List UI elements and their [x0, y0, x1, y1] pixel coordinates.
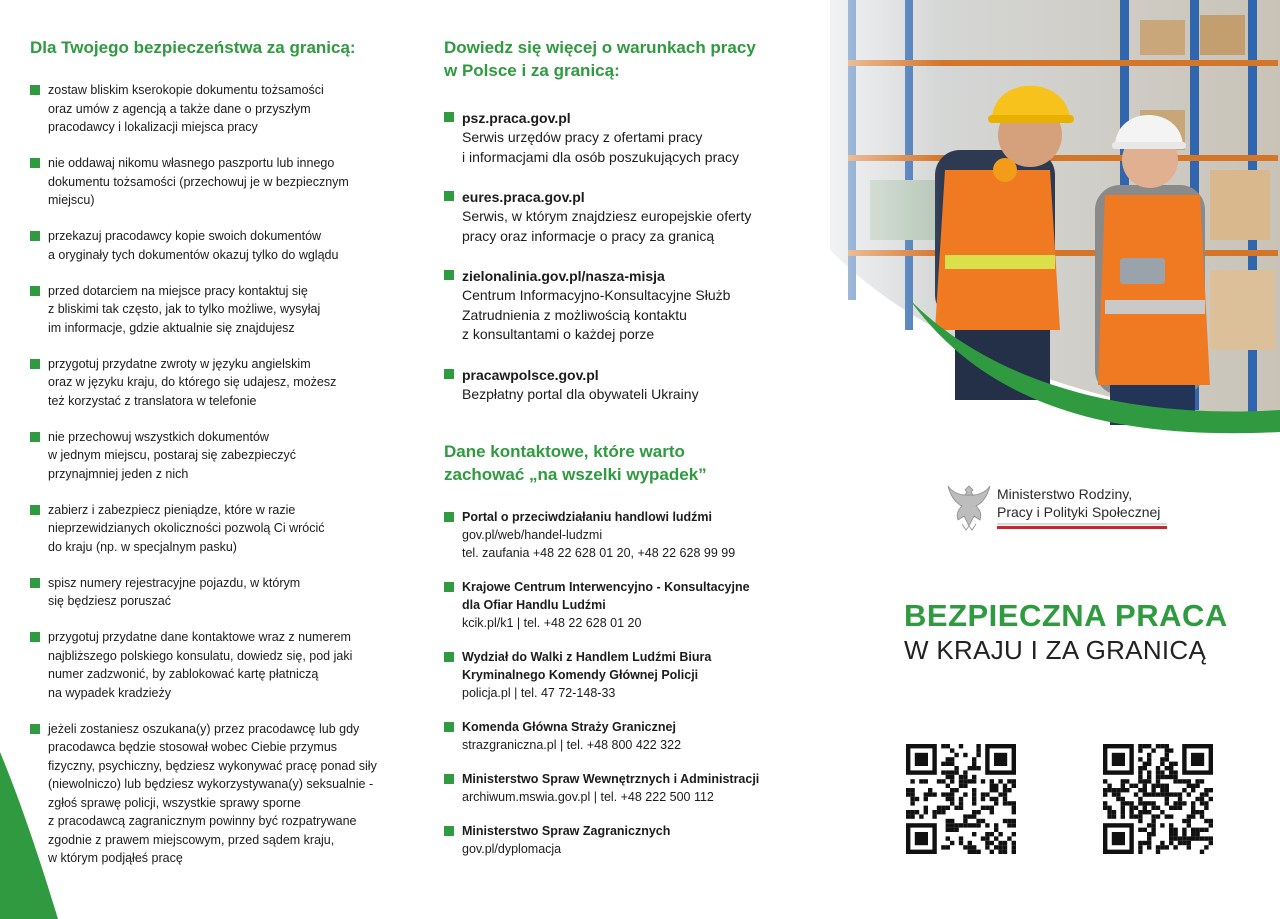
contact-name: Portal o przeciwdziałaniu handlowi ludźmi	[462, 510, 713, 524]
safety-tip-text: przygotuj przydatne dane kontaktowe wraz z numerem najbliższego polskiego konsulatu, dowiedz się, pod jaki numer zadzwonić, by zablokować kartę płatniczą na wypadek kradzieży	[48, 630, 353, 700]
safety-tip-text: przygotuj przydatne zwroty w języku angielskim oraz w języku kraju, do którego się udajesz, możesz też korzystać z translatora w telefonie	[48, 356, 337, 408]
contact-detail: gov.pl/web/handel-ludzmi tel. zaufania +48 22 628 01 20, +48 22 628 99 99	[462, 528, 736, 560]
info-link-description: Bezpłatny portal dla obywateli Ukrainy	[462, 385, 699, 402]
green-square-bullet-icon	[30, 359, 40, 369]
contact-item	[444, 578, 864, 632]
contact-name: Wydział do Walki z Handlem Ludźmi Biura Kryminalnego Komendy Głównej Policji	[462, 650, 712, 682]
green-square-bullet-icon	[444, 722, 454, 732]
green-square-bullet-icon	[444, 112, 454, 122]
green-square-bullet-icon	[444, 270, 454, 280]
main-title: BEZPIECZNA PRACA	[904, 598, 1228, 633]
safety-tip-text: nie przechowuj wszystkich dokumentów w jednym miejscu, postaraj się zabezpieczyć przynajmniej jeden z nich	[48, 429, 297, 481]
green-square-bullet-icon	[30, 505, 40, 515]
sub-title: W KRAJU I ZA GRANICĄ	[904, 635, 1207, 665]
contacts-heading: Dane kontaktowe, które warto zachować „na wszelki wypadek”	[444, 442, 707, 484]
brochure-title	[904, 598, 1244, 666]
safety-tip-text: nie oddawaj nikomu własnego paszportu lub innego dokumentu tożsamości (przechowuj je w bezpiecznym miejscu)	[48, 156, 349, 207]
safety-tip	[30, 720, 410, 868]
info-link-url[interactable]: eures.praca.gov.pl	[462, 189, 585, 205]
contact-name: Komenda Główna Straży Granicznej	[462, 720, 676, 734]
safety-tip	[30, 574, 410, 611]
contact-name: Ministerstwo Spraw Zagranicznych	[462, 824, 671, 838]
green-square-bullet-icon	[444, 191, 454, 201]
contact-name: Krajowe Centrum Interwencyjno - Konsultacyjne dla Ofiar Handlu Ludźmi	[462, 580, 750, 612]
green-square-bullet-icon	[30, 578, 40, 588]
contact-detail: gov.pl/dyplomacja	[462, 842, 562, 856]
safety-tip-text: przekazuj pracodawcy kopie swoich dokumentów a oryginały tych dokumentów okazuj tylko do wglądu	[48, 229, 339, 262]
ministry-name: Ministerstwo Rodziny, Pracy i Polityki Społecznej	[997, 486, 1161, 520]
polish-eagle-emblem-icon	[946, 480, 992, 532]
safety-tip-text: przed dotarciem na miejsce pracy kontaktuj się z bliskimi tak często, jak to tylko możliwe, wysyłaj im informacje, gdzie aktualnie się znajdujesz	[48, 283, 321, 335]
contact-item	[444, 770, 864, 806]
green-square-bullet-icon	[30, 432, 40, 442]
info-links-list	[444, 108, 844, 404]
info-section	[444, 36, 844, 424]
contact-detail: policja.pl | tel. 47 72-148-33	[462, 686, 616, 700]
info-link-description: Centrum Informacyjno-Konsultacyjne Służb Zatrudnienia z możliwością kontaktu z konsultantami o każdej porze	[462, 287, 731, 342]
green-square-bullet-icon	[444, 652, 454, 662]
contact-item	[444, 508, 864, 562]
qr-code-icon[interactable]	[906, 744, 1016, 854]
info-link-item	[444, 108, 844, 167]
green-square-bullet-icon	[30, 231, 40, 241]
contact-name: Ministerstwo Spraw Wewnętrznych i Administracji	[462, 772, 760, 786]
ministry-divider-red	[997, 526, 1167, 529]
safety-tips-list	[30, 81, 410, 868]
safety-tip	[30, 81, 410, 137]
info-link-item	[444, 365, 844, 405]
contact-item	[444, 648, 864, 702]
green-square-bullet-icon	[30, 286, 40, 296]
safety-tip	[30, 282, 410, 338]
green-square-bullet-icon	[444, 582, 454, 592]
green-square-bullet-icon	[444, 826, 454, 836]
info-link-description: Serwis urzędów pracy z ofertami pracy i informacjami dla osób poszukujących pracy	[462, 129, 740, 165]
green-square-bullet-icon	[444, 774, 454, 784]
info-heading: Dowiedz się więcej o warunkach pracy w Polsce i za granicą:	[444, 38, 756, 80]
safety-tip	[30, 628, 410, 702]
green-square-bullet-icon	[444, 369, 454, 379]
contact-detail: archiwum.mswia.gov.pl | tel. +48 222 500 112	[462, 790, 714, 804]
safety-tips-section	[30, 36, 410, 885]
contact-detail: strazgraniczna.pl | tel. +48 800 422 322	[462, 738, 682, 752]
safety-tip-text: jeżeli zostaniesz oszukana(y) przez pracodawcę lub gdy pracodawca będzie stosował wobec Ciebie przymus fizyczny, psychiczny, będziesz wykonywać pracę ponad siły (niewolniczo) lub będziesz wykorzystywana(y) seksualnie - zgłoś sprawę policji, wszystkie sprawy sporne z pracodawcą zagranicznym powinny być rozpatrywane zgodnie z prawem miejscowym, przed sądem kraju, w którym podjąłeś pracę	[48, 721, 377, 865]
info-link-description: Serwis, w którym znajdziesz europejskie oferty pracy oraz informacje o pracy za granicą	[462, 208, 752, 244]
safety-tip	[30, 428, 410, 484]
contacts-section	[444, 440, 864, 874]
safety-tip	[30, 227, 410, 264]
info-link-item	[444, 266, 844, 345]
safety-tip-text: zabierz i zabezpiecz pieniądze, które w razie nieprzewidzianych okoliczności pozwolą Ci wrócić do kraju (np. w specjalnym pasku)	[48, 502, 325, 554]
ministry-divider-grey	[997, 523, 1167, 525]
safety-tip	[30, 501, 410, 557]
safety-heading: Dla Twojego bezpieczeństwa za granicą:	[30, 38, 356, 57]
green-square-bullet-icon	[30, 158, 40, 168]
safety-tip-text: zostaw bliskim kserokopie dokumentu tożsamości oraz umów z agencją a także dane o przyszłym pracodawcy i lokalizacji miejsca pracy	[48, 83, 324, 134]
green-square-bullet-icon	[30, 85, 40, 95]
info-link-url[interactable]: psz.praca.gov.pl	[462, 110, 571, 126]
contact-detail: kcik.pl/k1 | tel. +48 22 628 01 20	[462, 616, 642, 630]
contact-item	[444, 822, 864, 858]
qr-code-icon[interactable]	[1103, 744, 1213, 854]
safety-tip	[30, 154, 410, 210]
safety-tip	[30, 355, 410, 411]
info-link-item	[444, 187, 844, 246]
contacts-list	[444, 508, 864, 858]
contact-item	[444, 718, 864, 754]
green-square-bullet-icon	[444, 512, 454, 522]
info-link-url[interactable]: pracawpolsce.gov.pl	[462, 366, 599, 383]
green-square-bullet-icon	[30, 632, 40, 642]
green-square-bullet-icon	[30, 724, 40, 734]
safety-tip-text: spisz numery rejestracyjne pojazdu, w którym się będziesz poruszać	[48, 575, 301, 608]
ministry-logo	[946, 480, 1176, 536]
info-link-url[interactable]: zielonalinia.gov.pl/nasza-misja	[462, 268, 665, 284]
